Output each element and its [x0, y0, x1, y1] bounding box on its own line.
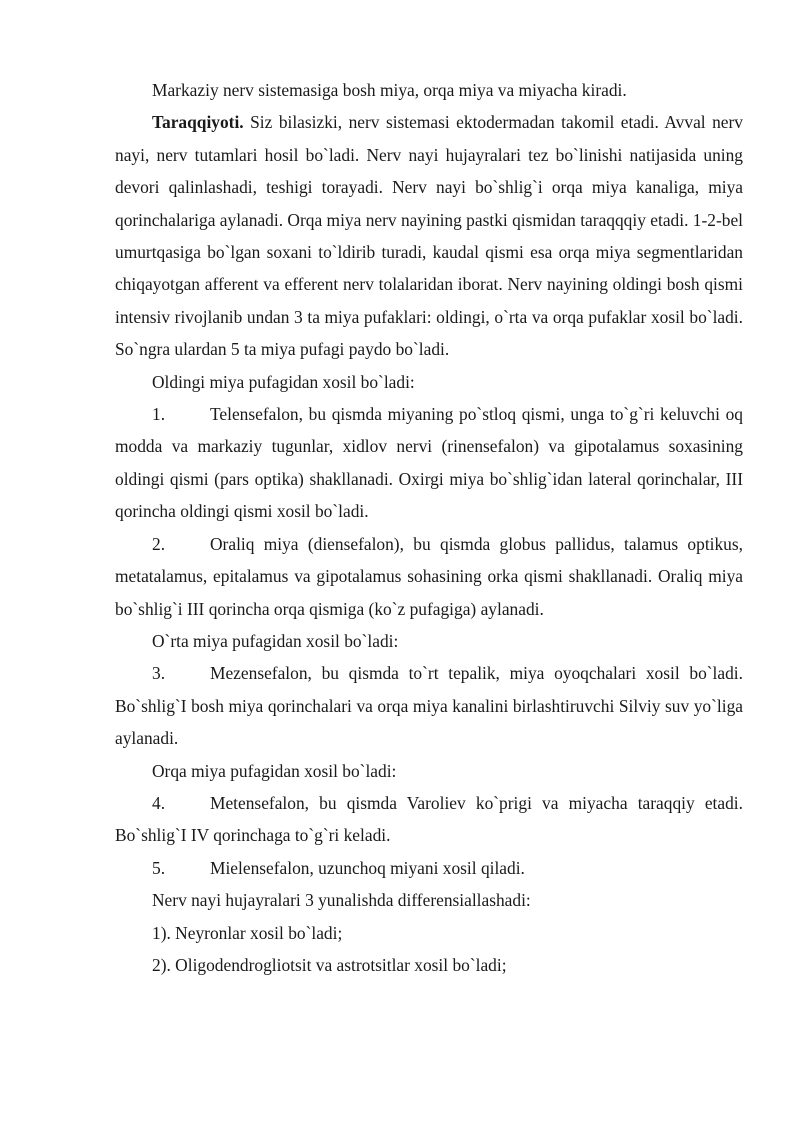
differentiation-item-2: 2). Oligodendrogliotsit va astrotsitlar xosil bo`ladi; [152, 954, 507, 975]
differentiation-item-1: 1). Neyronlar xosil bo`ladi; [152, 922, 343, 943]
list-item-1 [115, 398, 743, 528]
forebrain-vesicle-heading: Oldingi miya pufagidan xosil bo`ladi: [152, 371, 415, 392]
list-item-2-number: 2. [152, 533, 166, 554]
list-item-4-number: 4. [152, 792, 166, 813]
list-item-5-text: Mielensefalon, uzunchoq miyani xosil qiladi. [210, 857, 525, 878]
hindbrain-vesicle-heading: Orqa miya pufagidan xosil bo`ladi: [152, 760, 397, 781]
list-item-1-number: 1. [152, 404, 166, 425]
development-text: Siz bilasizki, nerv sistemasi ektodermadan takomil etadi. Avval nerv nayi, nerv tutamlari hosil bo`ladi. Nerv nayi hujayralari tez bo`linishi natijasida uning devori qalinlashadi, teshigi torayadi. Nerv nayi bo`shlig`i orqa miya kanaliga, miya qorinchalariga aylanadi. Orqa miya nerv nayining pastki qismidan taraqqqiy etadi. 1-2-bel umurtqasiga bo`lgan soxani to`ldirib turadi, kaudal qismi esa orqa miya segmentlaridan chiqayotgan afferent va efferent nerv tolalaridan iborat. Nerv nayining oldingi bosh qismi intensiv rivojlanib undan 3 ta miya pufaklari: oldingi, o`rta va orqa pufaklar xosil bo`ladi. So`ngra ulardan 5 ta miya pufagi paydo bo`ladi. [115, 112, 743, 360]
list-item-3-text: Mezensefalon, bu qismda to`rt tepalik, miya oyoqchalari xosil bo`ladi. Bo`shlig`I bosh miya qorinchalari va orqa miya kanalini birlashtiruvchi Silviy suv yo`liga aylanadi. [115, 663, 743, 749]
intro-paragraph: Markaziy nerv sistemasiga bosh miya, orqa miya va miyacha kiradi. [152, 80, 627, 100]
development-heading: Taraqqiyoti. [152, 112, 244, 133]
list-item-1-text: Telensefalon, bu qismda miyaning po`stloq qismi, unga to`g`ri keluvchi oq modda va markaziy tugunlar, xidlov nervi (rinensefalon) va gipotalamus soxasining oldingi qismi (pars optika) shakllanadi. Oxirgi miya bo`shlig`idan lateral qorinchalar, III qorincha oldingi qismi xosil bo`ladi. [115, 404, 743, 522]
list-item-2 [115, 528, 743, 625]
development-paragraph [115, 106, 743, 365]
differentiation-heading: Nerv nayi hujayralari 3 yunalishda differensiallashadi: [152, 890, 531, 911]
list-item-4 [115, 787, 743, 852]
list-item-5 [115, 852, 743, 884]
midbrain-vesicle-heading: O`rta miya pufagidan xosil bo`ladi: [152, 630, 399, 651]
list-item-2-text: Oraliq miya (diensefalon), bu qismda globus pallidus, talamus optikus, metatalamus, epitalamus va gipotalamus sohasining orka qismi shakllanadi. Oraliq miya bo`shlig`i III qorincha orqa qismiga (ko`z pufagiga) aylanadi. [115, 533, 743, 619]
list-item-4-text: Metensefalon, bu qismda Varoliev ko`prigi va miyacha taraqqiy etadi. Bo`shlig`I IV qorinchaga to`g`ri keladi. [115, 792, 743, 846]
list-item-3-number: 3. [152, 663, 166, 684]
list-item-5-number: 5. [152, 857, 166, 878]
list-item-3 [115, 657, 743, 754]
